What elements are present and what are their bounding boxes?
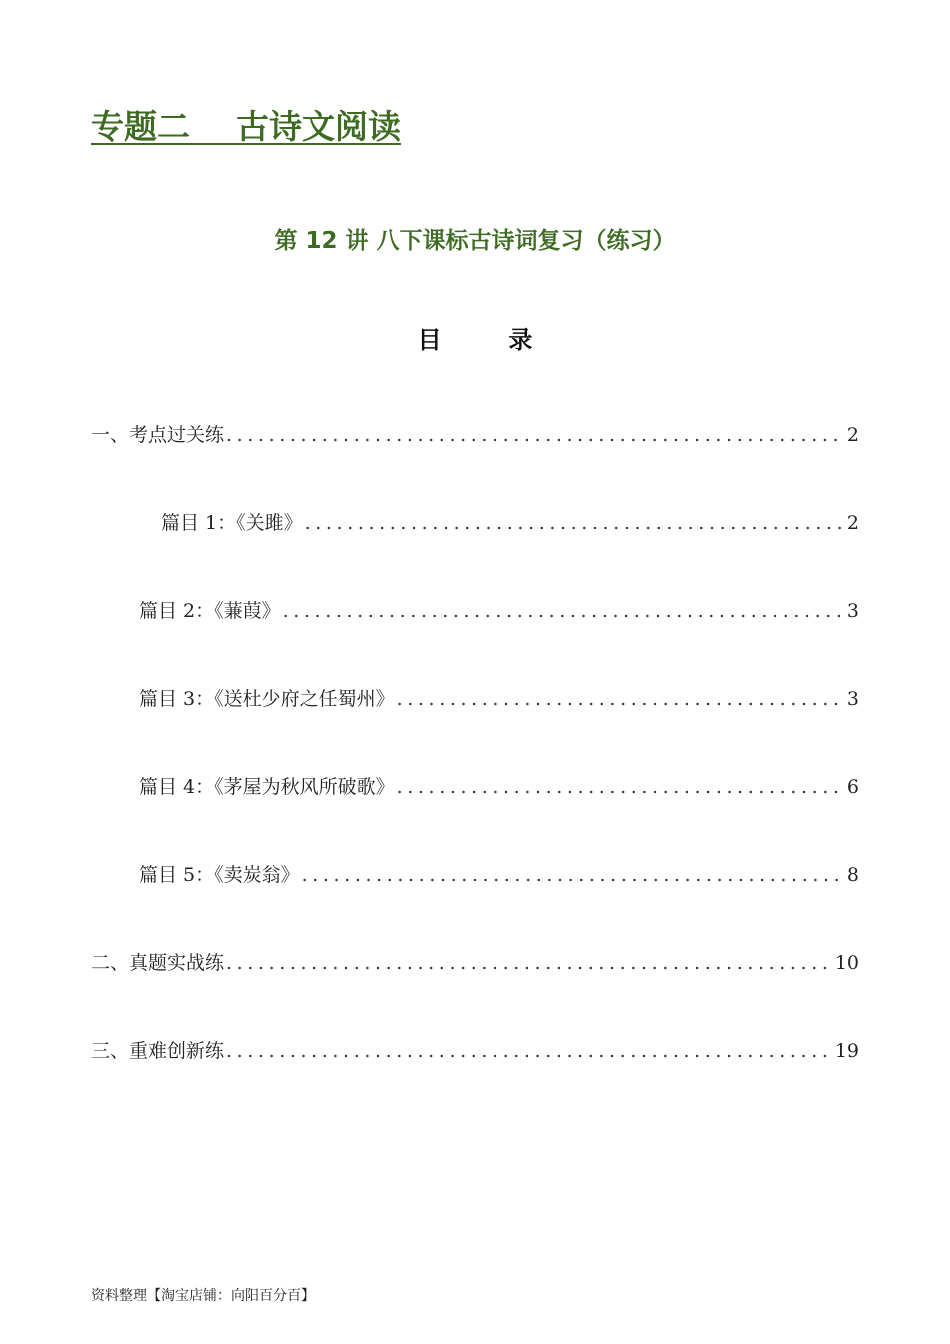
toc-entry-piece-1[interactable] xyxy=(161,508,859,538)
footer-source-note: 资料整理【淘宝店铺：向阳百分百】 xyxy=(91,1288,315,1304)
toc-dot-leader xyxy=(283,596,845,626)
toc-entry-page: 3 xyxy=(846,688,859,710)
toc-entry-label: 三、重难创新练 xyxy=(91,1040,225,1062)
toc-entry-label: 篇目 3：《送杜少府之任蜀州》 xyxy=(139,688,395,710)
toc-entry-section-2[interactable] xyxy=(91,948,859,978)
toc-dot-leader xyxy=(305,508,845,538)
toc-entry-label: 篇目 1：《关雎》 xyxy=(161,512,303,534)
toc-entry-label: 一、考点过关练 xyxy=(91,424,225,446)
toc-entry-section-1[interactable] xyxy=(91,420,859,450)
toc-entry-piece-3[interactable] xyxy=(139,684,859,714)
toc-entry-page: 3 xyxy=(846,600,859,622)
toc-dot-leader xyxy=(226,1036,833,1066)
toc-entry-label: 二、真题实战练 xyxy=(91,952,225,974)
toc-entry-label: 篇目 5：《卖炭翁》 xyxy=(139,864,300,886)
toc-entry-page: 6 xyxy=(846,776,859,798)
toc-dot-leader xyxy=(302,860,845,890)
toc-dot-leader xyxy=(397,684,845,714)
toc-dot-leader xyxy=(226,948,833,978)
toc-entry-piece-2[interactable] xyxy=(139,596,859,626)
toc-entry-page: 10 xyxy=(834,952,859,974)
toc-entry-label: 篇目 2：《蒹葭》 xyxy=(139,600,281,622)
toc-entry-label: 篇目 4：《茅屋为秋风所破歌》 xyxy=(139,776,395,798)
toc-entry-page: 19 xyxy=(834,1040,859,1062)
toc-entry-piece-5[interactable] xyxy=(139,860,859,890)
toc-entry-piece-4[interactable] xyxy=(139,772,859,802)
toc-dot-leader xyxy=(226,420,845,450)
lecture-title: 第 12 讲 八下课标古诗词复习（练习） xyxy=(274,228,676,254)
toc-entry-page: 2 xyxy=(846,424,859,446)
topic-title: 专题二 古诗文阅读 xyxy=(91,107,401,146)
toc-heading: 目 录 xyxy=(417,326,533,354)
toc-entry-page: 2 xyxy=(846,512,859,534)
toc-entry-section-3[interactable] xyxy=(91,1036,859,1066)
toc-dot-leader xyxy=(397,772,845,802)
toc-entry-page: 8 xyxy=(846,864,859,886)
